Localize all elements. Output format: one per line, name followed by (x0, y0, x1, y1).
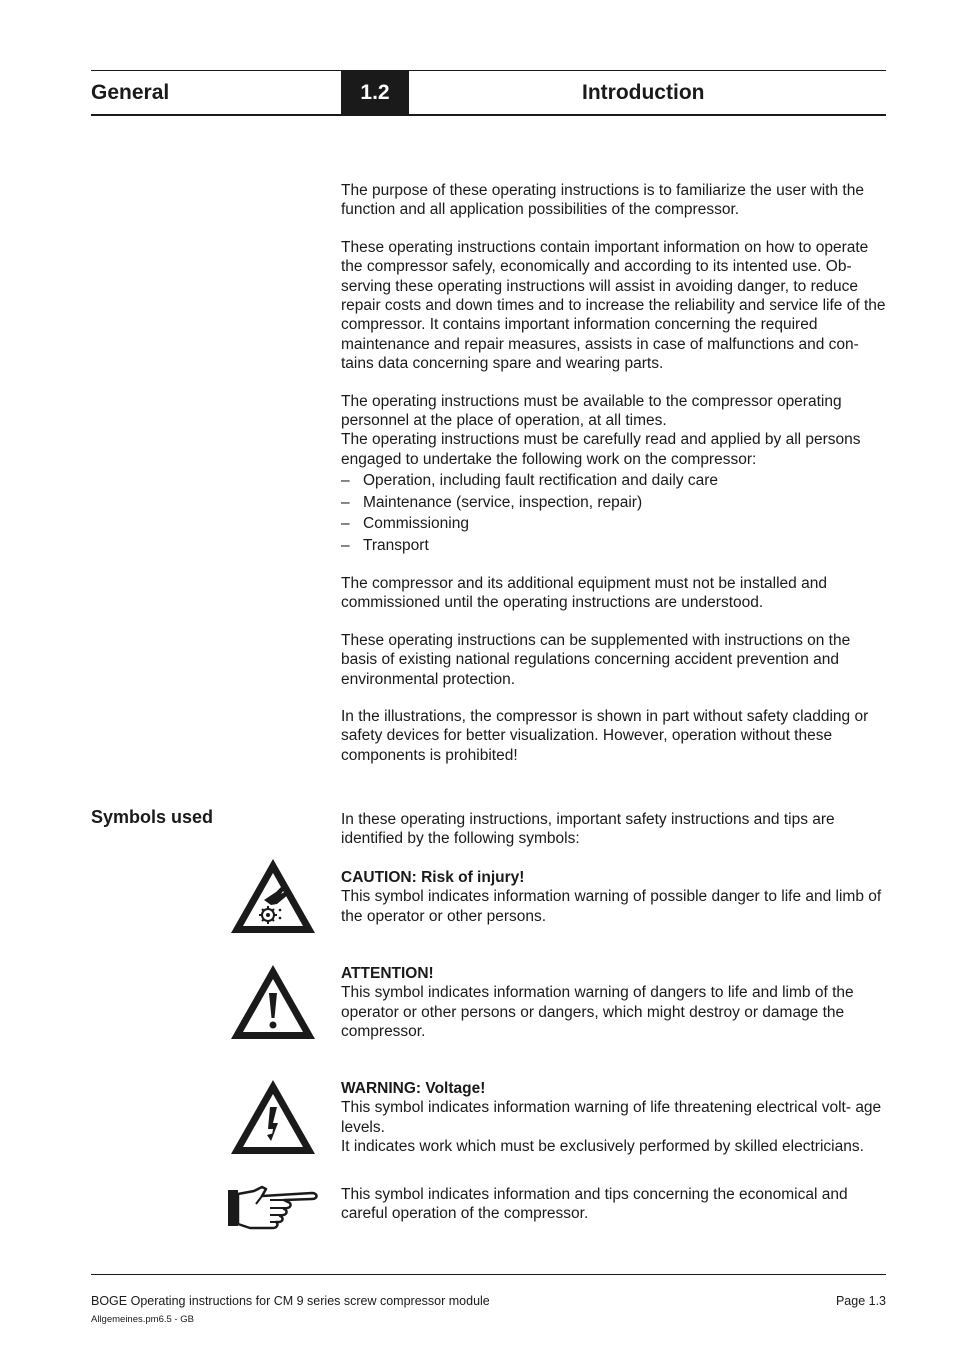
symbol-voltage-text: This symbol indicates information warning of life threatening electrical volt- age levels. (341, 1099, 882, 1136)
symbol-attention-block (341, 964, 889, 1042)
symbol-voltage-text-2: It indicates work which must be exclusively performed by skilled electricians. (341, 1138, 864, 1156)
symbol-caution-text: This symbol indicates information warning of possible danger to life and limb of the operator or other persons. (341, 888, 882, 925)
symbols-intro: In these operating instructions, important safety instructions and tips are identified by the following symbols: (341, 811, 835, 848)
list-dash: – (341, 515, 350, 533)
symbol-tip-block (341, 1185, 889, 1224)
list-dash: – (341, 493, 350, 511)
symbol-attention-text: This symbol indicates information warning of dangers to life and limb of the operator or other persons or dangers, which might destroy or damage the compressor. (341, 984, 854, 1041)
pointing-hand-icon (226, 1184, 320, 1232)
header-top-rule (91, 70, 886, 71)
footer-document-title: BOGE Operating instructions for CM 9 series screw compressor module (91, 1294, 490, 1308)
list-item-text: Operation, including fault rectification and daily care (363, 472, 718, 490)
list-item (341, 470, 889, 491)
intro-paragraph-2: These operating instructions contain important information on how to operate the compressor safely, economically and according to its intented use. Ob- serving these operating instructions will assist in avoiding danger, to reduce repair costs and down times and to increase the reliability and service life of the compressor. It contains important information concerning the required maintenance and repair measures, assists in case of malfunctions and con- tains data concerning spare and wearing parts. (341, 238, 886, 373)
list-item (341, 492, 889, 513)
warning-voltage-icon (228, 1077, 318, 1157)
symbol-caution-title: CAUTION: Risk of injury! (341, 869, 525, 886)
caution-injury-icon (228, 856, 318, 936)
footer-file-name: Allgemeines.pm6.5 - GB (91, 1314, 194, 1325)
intro-paragraph-4: The compressor and its additional equipment must not be installed and commissioned until the operating instructions are understood. (341, 574, 827, 612)
list-item (341, 513, 889, 534)
intro-text (341, 181, 889, 783)
intro-paragraph-6: In the illustrations, the compressor is shown in part without safety cladding or safety devices for better visualization. However, operation without these components is prohibited! (341, 707, 869, 764)
list-item (341, 535, 889, 556)
list-item-text: Transport (363, 536, 429, 554)
symbol-voltage-title: WARNING: Voltage! (341, 1080, 486, 1097)
footer-page-number: Page 1.3 (835, 1294, 886, 1308)
header-section-number: 1.2 (360, 81, 390, 104)
list-dash: – (341, 472, 350, 490)
intro-paragraph-1: The purpose of these operating instructions is to familiarize the user with the function and all application possibilities of the compressor. (341, 182, 864, 219)
work-list (341, 470, 889, 556)
header-section-name: General (91, 81, 170, 104)
intro-paragraph-3a: The operating instructions must be available to the compressor operating personnel at the place of operation, at all times. (341, 392, 842, 430)
header-bottom-rule (91, 114, 886, 116)
list-item-text: Maintenance (service, inspection, repair) (363, 493, 643, 511)
list-dash: – (341, 536, 350, 554)
intro-paragraph-3b: The operating instructions must be carefully read and applied by all persons engaged to undertake the following work on the compressor: (341, 431, 861, 468)
symbol-voltage-block (341, 1079, 889, 1157)
page-title: Introduction (582, 81, 705, 104)
symbol-attention-title: ATTENTION! (341, 965, 434, 982)
list-item-text: Commissioning (363, 515, 469, 533)
attention-exclamation-icon (228, 962, 318, 1042)
intro-paragraph-5: These operating instructions can be supplemented with instructions on the basis of existing national regulations concerning accident prevention and environmental protection. (341, 631, 851, 688)
symbol-tip-text: This symbol indicates information and tips concerning the economical and careful operation of the compressor. (341, 1186, 848, 1223)
symbols-heading: Symbols used (91, 807, 214, 827)
footer-rule (91, 1274, 886, 1275)
symbol-caution-block (341, 868, 889, 926)
